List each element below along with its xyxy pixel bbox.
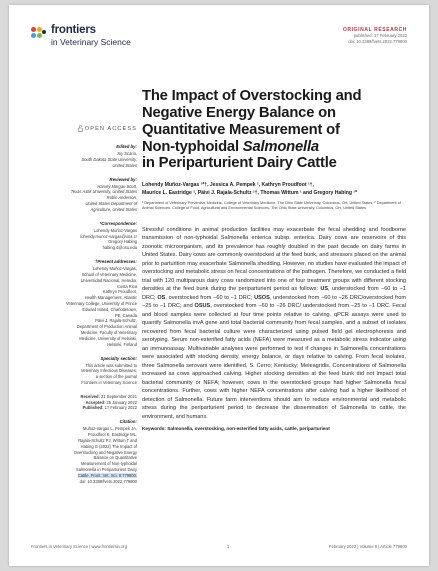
article-meta [343,27,407,44]
main-column [142,88,406,431]
citation-line: Measurement of Non-typhoidal [81,461,137,467]
correspondence-email[interactable]: habing.4@osu.edu [102,245,137,251]
title-line: Non-typhoidal [142,138,239,155]
citation-line: Habing G (2022) The Impact of [80,443,137,449]
correspondence-email[interactable]: lohendy.munoz-vargas@una.cr [80,233,137,239]
received-label: Received: [80,393,100,399]
keywords-label: Keywords: [142,426,166,432]
citation-line: Balance on Quantitative [93,455,137,461]
sidebar [33,125,137,493]
affiliations: ¹ Department of Veterinary Preventive Medicine, College of Veterinary Medicine, The Ohio State University, Columbus, OH, United States, ² Department of Animal Sciences, College of Food, Agricultural and Environmental Sciences, The Ohio State University, Columbus, OH, United States [142,200,401,211]
article-page [9,5,429,566]
footer-journal[interactable]: Frontiers in Veterinary Science | www.frontiersin.org [31,544,128,549]
open-access-badge [33,125,137,132]
title-line: in Periparturient Dairy Cattle [142,155,337,172]
group-usos: USOS [254,294,270,301]
authors-line: Maurice L. Eastridge ², Päivi J. Rajala-Schultz ¹†, Thomas Wittum ¹ and Gregory Habing ¹* [142,189,358,196]
keywords-list: Salmonella, overstocking, non-esterified fatty acids, cattle, periparturient [167,426,330,432]
address-line: Universidad Nacional, Heredia, [80,277,137,283]
address-line: School of Veterinary Medicine, [81,271,137,277]
abstract-text: , understocked from −60 to −1 DRC; [142,286,406,301]
title-line: Quantitative Measurement of [142,121,340,138]
doi-link[interactable]: doi: 10.3389/fvets.2022.779800 [348,38,407,44]
specialty-line: This article was submitted to [85,362,137,368]
abstract [142,226,406,422]
open-lock-icon [78,125,83,132]
journal-name: in Veterinary Science [51,36,131,47]
page-number: 1 [226,544,230,549]
published-date-side: 17 February 2022 [104,405,137,411]
address-line: Kathryn Proudfoot, [102,289,137,295]
reviewed-by-heading: Reviewed by: [109,176,137,182]
correspondence-heading: *Correspondence: [99,220,137,226]
edited-by-line: Joy Scaria, [116,151,137,157]
abstract-text: , overstocked from −60 to −1 DRC; [165,294,255,301]
correspondence-line: Gregory Habing [108,239,137,245]
address-line: Helsinki, Finland [106,341,137,347]
reviewed-by-line: Harvey Morgan Scott, [97,183,137,189]
specialty-block [33,356,137,386]
title-line: Negative Energy Balance on [142,104,336,121]
abstract-text: Stressful conditions in animal production facilities may exacerbate the fecal shedding and foodborne transmission of non-typhoidal Salmonella enterica subsp. enterica. Dairy cows are reservoirs of this zoonotic microorganism, and its prevalence has roughly doubled in the past decade on dairy farms in United States. Dairy cows are commonly overstocked at the feed bunk, and stressors placed on the animal prior to parturition may exacerbate Salmonella shedding. However, no studies have evaluated the impact of overstocking and metabolic stress on fecal concentrations of the pathogen. Therefore, we conducted a field trial with 120 multiparous dairy cows randomized into one of four treatment groups with different stocking densities at the feed bunk during the periparturient period as follows: [142,226,406,293]
present-address-block [33,259,137,347]
reviewed-by-line: United States Department of [85,201,137,207]
address-line: Veterinary College, University of Prince [66,301,137,306]
citation-line: Proudfoot K, Eastridge ML, [87,432,137,438]
keywords [142,426,406,431]
specialty-line: a section of the journal [95,374,137,380]
reviewed-by-block [33,177,137,213]
citation-line: Overstocking and Negative Energy [73,449,137,455]
address-line: Costa Rica [116,283,137,289]
address-line: Lohendy Muñoz-Vargas, [92,266,137,272]
received-date: 21 September 2021 [101,393,137,399]
specialty-line: Veterinary Infectious Diseases, [80,368,137,374]
reviewed-by-line: Robin Anderson, [106,195,137,201]
address-line: Health Management, Atlantic [84,295,137,301]
brand-name: frontiers [51,24,96,36]
address-line: Department of Production Animal [76,324,137,330]
address-line: Edward Island, Charlottetown, [82,306,137,312]
reviewed-by-line: Agriculture, United States [90,206,137,212]
authors-line: Lohendy Muñoz-Vargas ¹*†, Jessica A. Pempek ¹, Kathryn Proudfoot ¹†, [142,182,314,189]
specialty-line: Frontiers in Veterinary Science [81,380,137,386]
citation-line: Salmonella in Periparturient Dairy [76,467,137,473]
frontiers-logo-icon [31,27,47,43]
citation-line: Rajala-Schultz PJ, Wittum T and [78,438,137,443]
edited-by-block [33,144,137,169]
published-date: published: 17 February 2022 [353,33,407,39]
page-footer [31,544,407,549]
journal-logo[interactable] [31,25,131,46]
abstract-text: , understocked from −60 to −26 DRC/overstocked from −25 to −1 DRC; and [142,294,406,310]
group-osus: OSUS [194,303,211,310]
article-title [142,88,406,172]
edited-by-heading: Edited by: [116,144,137,149]
title-line: The Impact of Overstocking and [142,88,362,104]
accepted-label: Accepted: [85,399,106,405]
group-os: OS [157,294,166,301]
accepted-date: 25 January 2022 [106,399,137,405]
open-access-label: OPEN ACCESS [84,125,137,132]
dates-block [33,394,137,411]
citation-doi[interactable]: doi: 10.3389/fvets.2022.779800 [79,478,137,484]
citation-block [33,419,137,484]
specialty-heading: Specialty section: [100,355,137,361]
correspondence-block [33,221,137,251]
abstract-text: , overstocked from −60 to −26 DRC/ understocked from −25 to −1 DRC. Fecal and blood samples were collected at four time points relative to calving. qPCR assays were used to quantify Salmonella invA gene and total bacterial community from fecal samples, and a subset of isolates recovered from fecal bacterial culture were characterized using pulsed field gel electrophoresis and serotyping. Serum non-esterified fatty acids (NEFA) were measured as a metabolic stress indicator using an immunoassay. Multivariable analyses were performed to test if changes in Salmonella concentrations were associated with stocking density, energy balance, or days relative to calving. From fecal isolates, three Salmonella serovars were identified, S. Cerro; Kentucky; Meleagridis. Concentrations of Salmonella increased as cows approached calving. Higher stocking densities at the feed bunk did not impact total bacterial community or NEFA; however, cows in the overstocked groups had higher Salmonella fecal concentrations. Further, cows with higher NEFA concentrations after calving had a higher likelihood of detection of Salmonella. Future farm interventions should aim to reduce environmental and metabolic stress during the periparturient period to decrease the dissemination of Salmonella to cattle, the environment, and humans. [142,303,406,420]
citation-line: Muñoz-Vargas L, Pempek JA, [82,426,137,432]
author-list [142,182,406,197]
edited-by-line: United States [112,162,137,168]
correspondence-line: Lohendy Muñoz-Vargas [93,227,137,233]
edited-by-line: South Dakota State University, [81,156,137,162]
footer-issue: February 2022 | Volume 9 | Article 779800 [328,544,407,549]
address-line: PE, Canada [114,312,137,318]
address-line: Medicine, University of Helsinki, [79,335,137,341]
present-address-heading: †Present addresses: [94,259,137,265]
group-us: US [320,286,329,293]
title-italic: Salmonella [242,138,319,155]
citation-line-highlighted[interactable]: Cattle. Front. Vet. Sci. 9:779800. [77,472,137,478]
published-label: Published: [82,405,104,411]
reviewed-by-line: Texas A&M University, United States [70,189,137,195]
address-line: Medicine, Faculty of Veterinary [81,330,137,336]
address-line: Päivi J. Rajala-Schultz, [95,318,137,324]
citation-heading: Citation: [119,419,137,425]
article-type-label: ORIGINAL RESEARCH [342,27,407,33]
